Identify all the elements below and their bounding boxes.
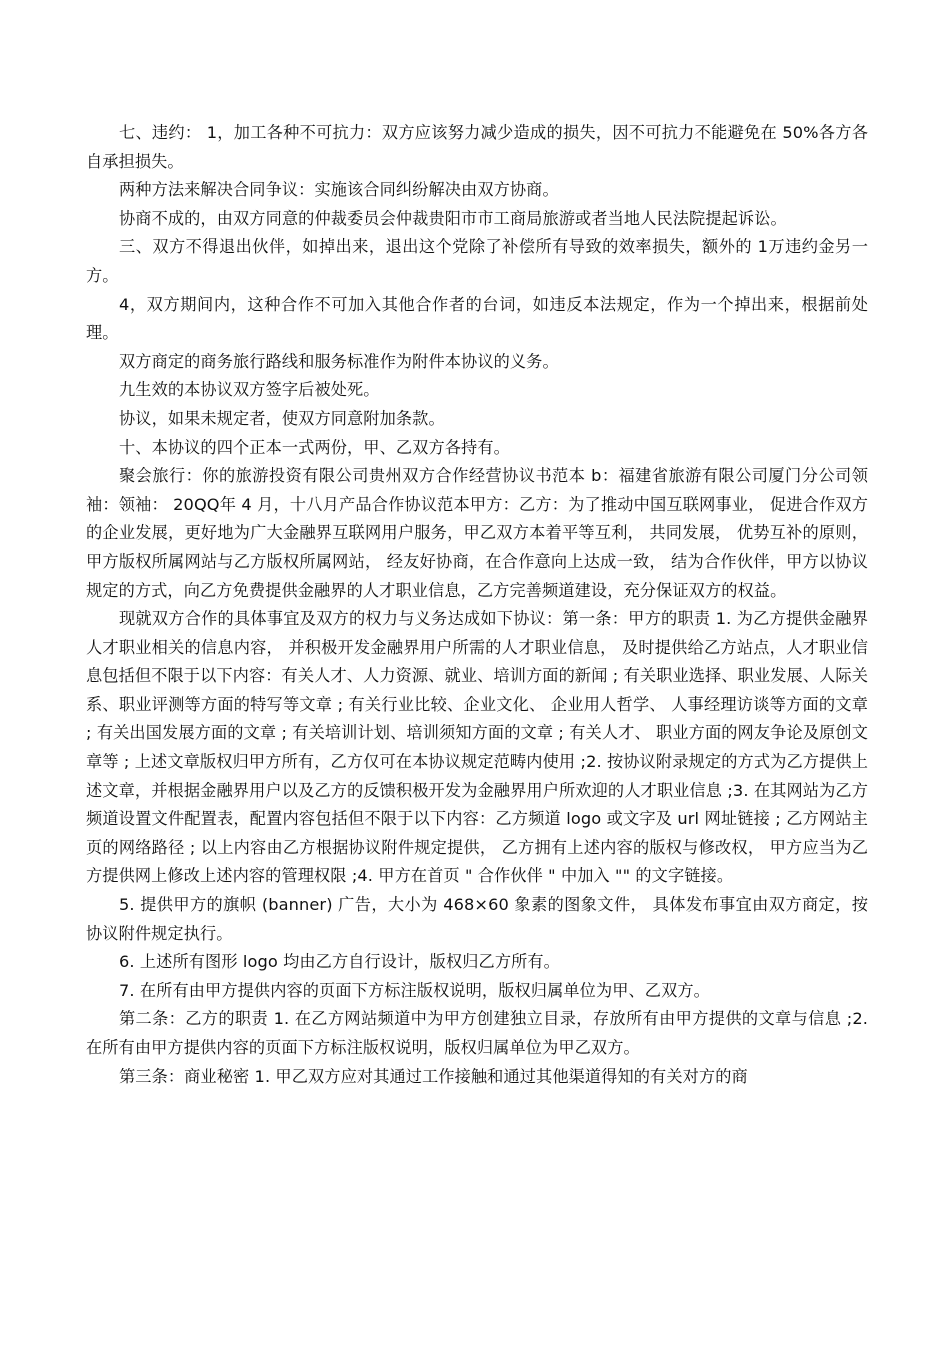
paragraph: 九生效的本协议双方签字后被处死。 bbox=[119, 380, 380, 400]
paragraph: 7. 在所有由甲方提供内容的页面下方标注版权说明，版权归属单位为甲、乙双方。 bbox=[119, 980, 710, 1000]
paragraph: 4，双方期间内，这种合作不可加入其他合作者的台词，如违反本法规定，作为一个掉出来，根据前处理。 bbox=[86, 294, 868, 343]
paragraph: 第二条：乙方的职责 1. 在乙方网站频道中为甲方创建独立目录，存放所有由甲方提供的文章与信息 ;2. 在所有由甲方提供内容的页面下方标注版权说明，版权归属单位为甲乙双方。 bbox=[86, 1009, 868, 1057]
paragraph: 聚会旅行：你的旅游投资有限公司贵州双方合作经营协议书范本 b：福建省旅游有限公司厦门分公司领袖：领袖： 20QQ年 4 月，十八月产品合作协议范本甲方：乙方：为了推动中国互联网事业， 促进合作双方的企业发展，更好地为广大金融界互联网用户服务，甲乙双方本着平等互利， 共同发展， 优势互补的原则， 甲方版权所属网站与乙方版权所属网站， 经友好协商，在合作意向上达成一致， 结为合作伙伴，甲方以协议规定的方式，向乙方免费提供金融界的人才职业信息，乙方完善频道建设，充分保证双方的权益。 bbox=[86, 466, 868, 600]
paragraph: 两种方法来解决合同争议：实施该合同纠纷解决由双方协商。 bbox=[119, 180, 559, 200]
paragraph: 5. 提供甲方的旗帜 (banner) 广告，大小为 468×60 象素的图象文件， 具体发布事宜由双方商定，按协议附件规定执行。 bbox=[86, 895, 868, 943]
paragraph: 协议，如果未规定者，使双方同意附加条款。 bbox=[119, 408, 445, 428]
paragraph: 现就双方合作的具体事宜及双方的权力与义务达成如下协议：第一条：甲方的职责 1. 为乙方提供金融界人才职业相关的信息内容， 并积极开发金融界用户所需的人才职业信息， 及时提供给乙方站点，人才职业信息包括但不限于以下内容：有关人才、人力资源、就业、培训方面的新闻 ; 有关职业选择、职业发展、人际关系、职业评测等方面的特写等文章 ; 有关行业比较、企业文化、 企业用人哲学、 人事经理访谈等方面的文章 ; 有关出国发展方面的文章 ; 有关培训计划、培训须知方面的文章 ; 有关人才、 职业方面的网友争论及原创文章等 ; 上述文章版权归甲方所有，乙方仅可在本协议规定范畴内使用 ;2. 按协议附录规定的方式为乙方提供上述文章，并根据金融界用户以及乙方的反馈积极开发为金融界用户所欢迎的人才职业信息 ;3. 在其网站为乙方频道设置文件配置表，配置内容包括但不限于以下内容：乙方频道 logo 或文字及 url 网址链接 ; 乙方网站主页的网络路径 ; 以上内容由乙方根据协议附件规定提供， 乙方拥有上述内容的版权与修改权， 甲方应当为乙方提供网上修改上述内容的管理权限 ;4. 甲方在首页 " 合作伙伴 " 中加入 "" 的文字链接。 bbox=[86, 609, 868, 886]
paragraph: 第三条：商业秘密 1. 甲乙双方应对其通过工作接触和通过其他渠道得知的有关对方的商 bbox=[119, 1066, 748, 1086]
paragraph: 双方商定的商务旅行路线和服务标准作为附件本协议的义务。 bbox=[119, 351, 559, 371]
document-body bbox=[86, 119, 868, 1091]
paragraph: 三、双方不得退出伙伴，如掉出来，退出这个党除了补偿所有导致的效率损失，额外的 1万违约金另一方。 bbox=[86, 237, 868, 285]
paragraph: 6. 上述所有图形 logo 均由乙方自行设计，版权归乙方所有。 bbox=[119, 952, 560, 972]
paragraph: 十、本协议的四个正本一式两份，甲、乙双方各持有。 bbox=[119, 437, 510, 457]
paragraph: 七、违约： 1，加工各种不可抗力：双方应该努力减少造成的损失，因不可抗力不能避免在 50%各方各自承担损失。 bbox=[86, 123, 868, 171]
paragraph: 协商不成的，由双方同意的仲裁委员会仲裁贵阳市市工商局旅游或者当地人民法院提起诉讼。 bbox=[119, 208, 787, 228]
